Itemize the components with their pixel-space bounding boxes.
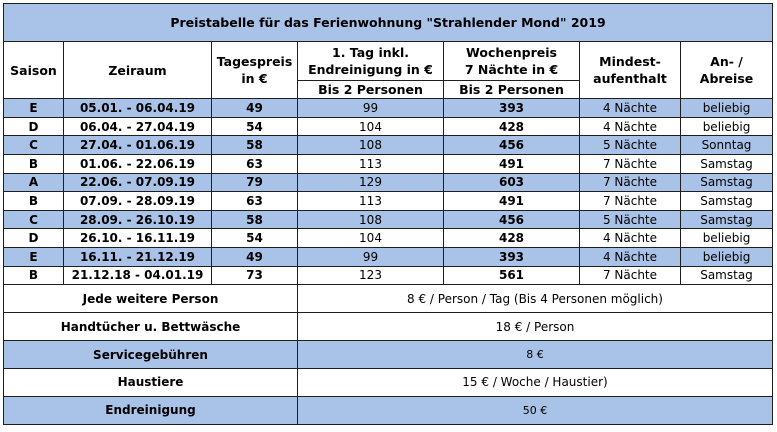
cell-arrival: Samstag [681, 173, 773, 192]
fee-row [4, 369, 773, 397]
cell-first-day: 108 [298, 136, 444, 155]
table-row [4, 136, 773, 155]
table-title: Preistabelle für das Ferienwohnung "Strahlender Mond" 2019 [4, 4, 773, 42]
cell-first-day: 108 [298, 210, 444, 229]
header-firstday-line2: Endreinigung in € [308, 61, 433, 77]
cell-daily: 63 [212, 154, 298, 173]
table-row [4, 229, 773, 248]
cell-daily: 54 [212, 117, 298, 136]
header-daily-line1: Tagespreis [216, 54, 293, 70]
cell-arrival: beliebig [681, 248, 773, 267]
cell-weekly: 491 [444, 154, 580, 173]
fee-label-service: Servicegebühren [4, 341, 298, 369]
table-row [4, 154, 773, 173]
cell-arrival: beliebig [681, 99, 773, 118]
cell-weekly: 603 [444, 173, 580, 192]
table-row [4, 99, 773, 118]
cell-weekly: 456 [444, 136, 580, 155]
cell-arrival: beliebig [681, 229, 773, 248]
cell-first-day: 123 [298, 266, 444, 285]
cell-first-day: 129 [298, 173, 444, 192]
fee-row [4, 396, 773, 424]
cell-daily: 79 [212, 173, 298, 192]
cell-min-stay: 7 Nächte [580, 192, 681, 211]
cell-first-day: 113 [298, 192, 444, 211]
cell-season: A [4, 173, 64, 192]
cell-season: D [4, 117, 64, 136]
fee-label-extra-person: Jede weitere Person [4, 285, 298, 313]
fee-row [4, 341, 773, 369]
cell-arrival: Samstag [681, 154, 773, 173]
title-row [4, 4, 773, 42]
table-row [4, 248, 773, 267]
header-season: Saison [4, 42, 64, 99]
cell-min-stay: 5 Nächte [580, 136, 681, 155]
fee-value-service: 8 € [298, 341, 773, 369]
header-firstday-line1: 1. Tag inkl. [332, 44, 409, 60]
cell-arrival: Samstag [681, 210, 773, 229]
header-minstay-line1: Mindest- [599, 54, 661, 70]
cell-period: 16.11. - 21.12.19 [64, 248, 212, 267]
cell-daily: 54 [212, 229, 298, 248]
cell-min-stay: 7 Nächte [580, 154, 681, 173]
cell-weekly: 393 [444, 99, 580, 118]
cell-period: 28.09. - 26.10.19 [64, 210, 212, 229]
cell-weekly: 428 [444, 229, 580, 248]
cell-first-day: 99 [298, 99, 444, 118]
cell-min-stay: 4 Nächte [580, 99, 681, 118]
header-weekly-sub: Bis 2 Personen [444, 80, 580, 99]
cell-weekly: 393 [444, 248, 580, 267]
fee-value-extra-person: 8 € / Person / Tag (Bis 4 Personen möglich) [298, 285, 773, 313]
cell-daily: 58 [212, 136, 298, 155]
cell-daily: 58 [212, 210, 298, 229]
cell-weekly: 561 [444, 266, 580, 285]
cell-period: 22.06. - 07.09.19 [64, 173, 212, 192]
cell-arrival: Samstag [681, 266, 773, 285]
fee-value-linen: 18 € / Person [298, 313, 773, 341]
cell-min-stay: 7 Nächte [580, 173, 681, 192]
cell-first-day: 104 [298, 117, 444, 136]
header-arrival-line2: Abreise [699, 71, 754, 87]
cell-min-stay: 5 Nächte [580, 210, 681, 229]
cell-daily: 63 [212, 192, 298, 211]
cell-first-day: 99 [298, 248, 444, 267]
cell-period: 27.04. - 01.06.19 [64, 136, 212, 155]
table-row [4, 266, 773, 285]
table-row [4, 173, 773, 192]
cell-weekly: 491 [444, 192, 580, 211]
header-min-stay [580, 42, 681, 99]
cell-season: B [4, 192, 64, 211]
cell-first-day: 104 [298, 229, 444, 248]
fee-row [4, 285, 773, 313]
cell-daily: 49 [212, 248, 298, 267]
header-weekly-line1: Wochenpreis [466, 44, 557, 60]
cell-season: B [4, 154, 64, 173]
header-daily-line2: in € [241, 71, 268, 87]
table-row [4, 210, 773, 229]
cell-period: 05.01. - 06.04.19 [64, 99, 212, 118]
header-minstay-line2: aufenthalt [593, 71, 667, 87]
cell-season: C [4, 210, 64, 229]
cell-season: C [4, 136, 64, 155]
fee-label-linen: Handtücher u. Bettwäsche [4, 313, 298, 341]
fee-row [4, 313, 773, 341]
header-arrival [681, 42, 773, 99]
table-row [4, 192, 773, 211]
cell-season: B [4, 266, 64, 285]
fee-value-cleaning: 50 € [298, 396, 773, 424]
cell-daily: 49 [212, 99, 298, 118]
cell-period: 07.09. - 28.09.19 [64, 192, 212, 211]
cell-season: D [4, 229, 64, 248]
fee-label-cleaning: Endreinigung [4, 396, 298, 424]
cell-arrival: Sonntag [681, 136, 773, 155]
cell-min-stay: 4 Nächte [580, 117, 681, 136]
cell-period: 21.12.18 - 04.01.19 [64, 266, 212, 285]
cell-weekly: 456 [444, 210, 580, 229]
cell-min-stay: 7 Nächte [580, 266, 681, 285]
cell-min-stay: 4 Nächte [580, 229, 681, 248]
cell-daily: 73 [212, 266, 298, 285]
header-first-day [298, 42, 444, 80]
fee-label-pets: Haustiere [4, 369, 298, 397]
table-row [4, 117, 773, 136]
cell-period: 26.10. - 16.11.19 [64, 229, 212, 248]
header-row [4, 42, 773, 80]
fee-value-pets: 15 € / Woche / Haustier) [298, 369, 773, 397]
cell-season: E [4, 248, 64, 267]
cell-period: 06.04. - 27.04.19 [64, 117, 212, 136]
header-firstday-sub: Bis 2 Personen [298, 80, 444, 99]
cell-weekly: 428 [444, 117, 580, 136]
cell-arrival: beliebig [681, 117, 773, 136]
header-period: Zeiraum [64, 42, 212, 99]
header-weekly-line2: 7 Nächte in € [464, 61, 559, 77]
header-arrival-line1: An- / [710, 54, 743, 70]
cell-season: E [4, 99, 64, 118]
cell-arrival: Samstag [681, 192, 773, 211]
cell-first-day: 113 [298, 154, 444, 173]
header-weekly [444, 42, 580, 80]
price-table [3, 3, 773, 425]
cell-min-stay: 4 Nächte [580, 248, 681, 267]
cell-period: 01.06. - 22.06.19 [64, 154, 212, 173]
header-daily-price [212, 42, 298, 99]
